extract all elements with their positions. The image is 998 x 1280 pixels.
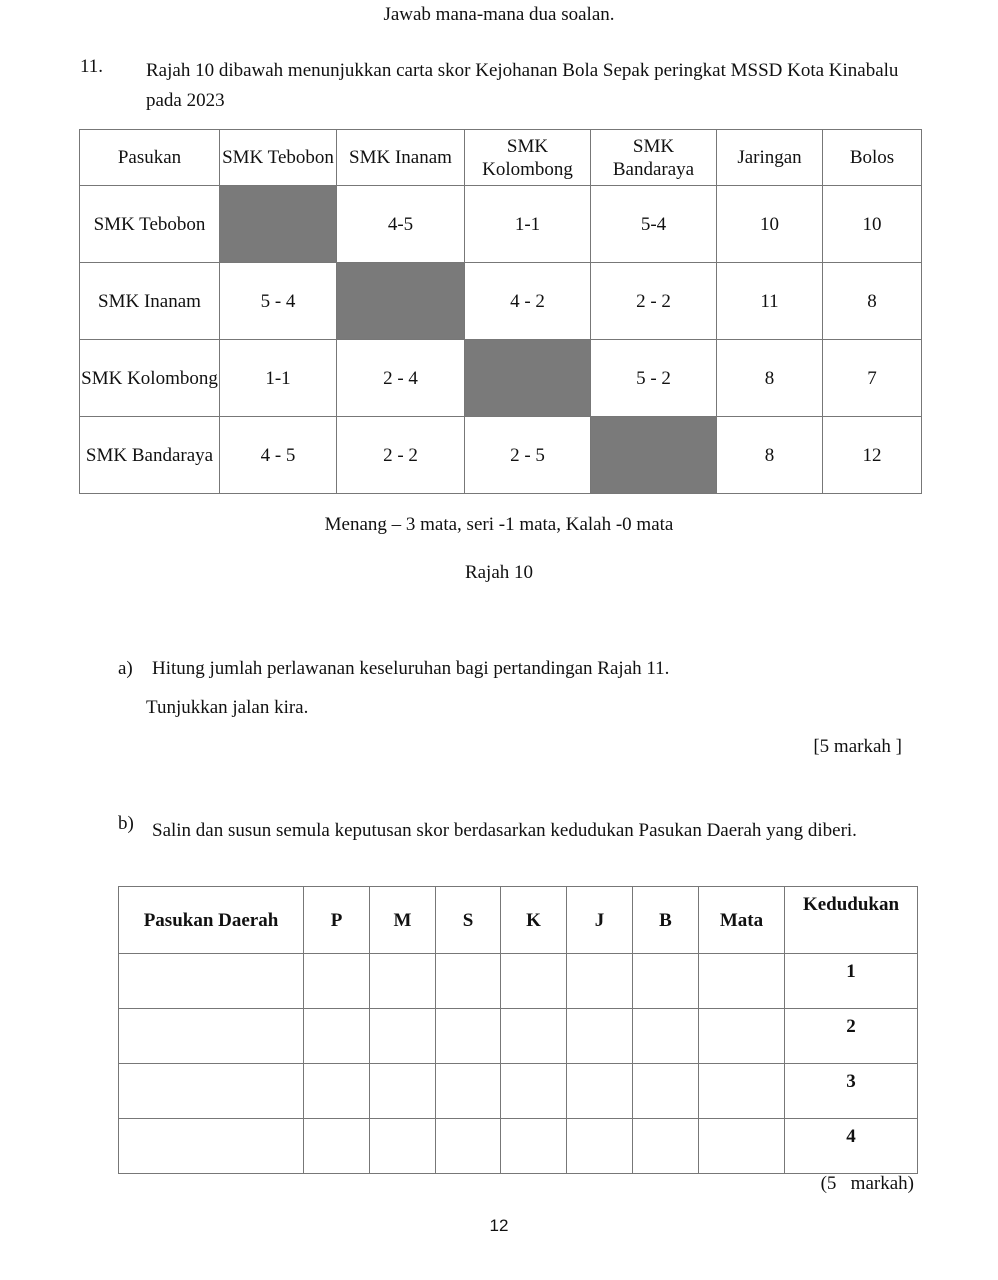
shaded-cell: [337, 263, 465, 340]
blank-cell: [633, 1064, 699, 1119]
header-k: K: [501, 887, 567, 954]
blank-cell: [633, 1119, 699, 1174]
score-cell: 4 - 2: [465, 263, 591, 340]
score-cell: 1-1: [220, 340, 337, 417]
bolos-cell: 12: [823, 417, 922, 494]
standing-table: [118, 886, 918, 1174]
blank-cell: [119, 1119, 304, 1174]
blank-cell: [304, 1064, 370, 1119]
blank-cell: [436, 1064, 501, 1119]
score-cell: 2 - 4: [337, 340, 465, 417]
header-smk-bandaraya: SMK Bandaraya: [591, 130, 717, 186]
header-pasukan-daerah: Pasukan Daerah: [119, 887, 304, 954]
blank-cell: [304, 954, 370, 1009]
blank-cell: [370, 1119, 436, 1174]
blank-cell: [567, 1009, 633, 1064]
score-cell: 1-1: [465, 186, 591, 263]
part-a-label: a): [118, 658, 133, 679]
part-a-text: Hitung jumlah perlawanan keseluruhan bagi pertandingan Rajah 11.: [152, 658, 670, 679]
part-b-label: b): [118, 813, 134, 834]
blank-cell: [304, 1009, 370, 1064]
blank-cell: [436, 954, 501, 1009]
blank-cell: [633, 954, 699, 1009]
header-p: P: [304, 887, 370, 954]
blank-cell: [304, 1119, 370, 1174]
score-cell: 5-4: [591, 186, 717, 263]
score-cell: 5 - 4: [220, 263, 337, 340]
jaringan-cell: 10: [717, 186, 823, 263]
blank-cell: [370, 1009, 436, 1064]
blank-cell: [567, 1064, 633, 1119]
score-cell: 2 - 2: [591, 263, 717, 340]
blank-cell: [501, 1119, 567, 1174]
table-row: [119, 1009, 918, 1064]
blank-cell: [567, 954, 633, 1009]
header-smk-kolombong: SMK Kolombong: [465, 130, 591, 186]
header-s: S: [436, 887, 501, 954]
table-row: [119, 954, 918, 1009]
header-j: J: [567, 887, 633, 954]
figure-caption: Rajah 10: [464, 562, 534, 583]
header-kedudukan: Kedudukan: [785, 887, 918, 954]
blank-cell: [501, 1064, 567, 1119]
rank-cell: 2: [785, 1009, 918, 1064]
header-pasukan: Pasukan: [80, 130, 220, 186]
blank-cell: [699, 1009, 785, 1064]
blank-cell: [119, 1009, 304, 1064]
score-cell: 4 - 5: [220, 417, 337, 494]
team-name: SMK Inanam: [80, 263, 220, 340]
question-text: Rajah 10 dibawah menunjukkan carta skor Kejohanan Bola Sepak peringkat MSSD Kota Kinabalu pada 2023: [146, 60, 899, 111]
header-jaringan: Jaringan: [717, 130, 823, 186]
blank-cell: [370, 1064, 436, 1119]
blank-cell: [501, 954, 567, 1009]
shaded-cell: [465, 340, 591, 417]
instruction-text: Jawab mana-mana dua soalan.: [383, 4, 615, 25]
bolos-cell: 10: [823, 186, 922, 263]
page-number: 12: [489, 1216, 509, 1235]
blank-cell: [699, 954, 785, 1009]
part-a-marks: [5 markah ]: [813, 736, 902, 757]
table-row: [80, 186, 922, 263]
score-cell: 4-5: [337, 186, 465, 263]
jaringan-cell: 8: [717, 417, 823, 494]
shaded-cell: [220, 186, 337, 263]
question-number: 11.: [80, 56, 104, 77]
points-legend: Menang – 3 mata, seri -1 mata, Kalah -0 mata: [324, 514, 674, 535]
rank-cell: 3: [785, 1064, 918, 1119]
part-b-marks: (5 markah): [820, 1173, 914, 1194]
part-b-text: Salin dan susun semula keputusan skor berdasarkan kedudukan Pasukan Daerah yang diberi.: [152, 820, 857, 841]
score-cell: 2 - 2: [337, 417, 465, 494]
rank-cell: 4: [785, 1119, 918, 1174]
score-cell: 5 - 2: [591, 340, 717, 417]
table-row: [80, 263, 922, 340]
blank-cell: [436, 1119, 501, 1174]
team-name: SMK Kolombong: [80, 340, 220, 417]
blank-cell: [567, 1119, 633, 1174]
blank-cell: [699, 1119, 785, 1174]
score-cell: 2 - 5: [465, 417, 591, 494]
standing-table-header: [119, 887, 918, 954]
team-name: SMK Bandaraya: [80, 417, 220, 494]
blank-cell: [119, 1064, 304, 1119]
table-row: [80, 417, 922, 494]
header-b: B: [633, 887, 699, 954]
table-row: [80, 340, 922, 417]
header-bolos: Bolos: [823, 130, 922, 186]
team-name: SMK Tebobon: [80, 186, 220, 263]
blank-cell: [370, 954, 436, 1009]
rank-cell: 1: [785, 954, 918, 1009]
table-row: [119, 1119, 918, 1174]
header-smk-tebobon: SMK Tebobon: [220, 130, 337, 186]
score-table-header: [80, 130, 922, 186]
blank-cell: [436, 1009, 501, 1064]
shaded-cell: [591, 417, 717, 494]
jaringan-cell: 11: [717, 263, 823, 340]
jaringan-cell: 8: [717, 340, 823, 417]
blank-cell: [119, 954, 304, 1009]
table-row: [119, 1064, 918, 1119]
header-m: M: [370, 887, 436, 954]
blank-cell: [699, 1064, 785, 1119]
part-a-subtext: Tunjukkan jalan kira.: [146, 697, 309, 718]
bolos-cell: 8: [823, 263, 922, 340]
header-mata: Mata: [699, 887, 785, 954]
blank-cell: [633, 1009, 699, 1064]
bolos-cell: 7: [823, 340, 922, 417]
blank-cell: [501, 1009, 567, 1064]
score-table: [79, 129, 922, 494]
header-smk-inanam: SMK Inanam: [337, 130, 465, 186]
